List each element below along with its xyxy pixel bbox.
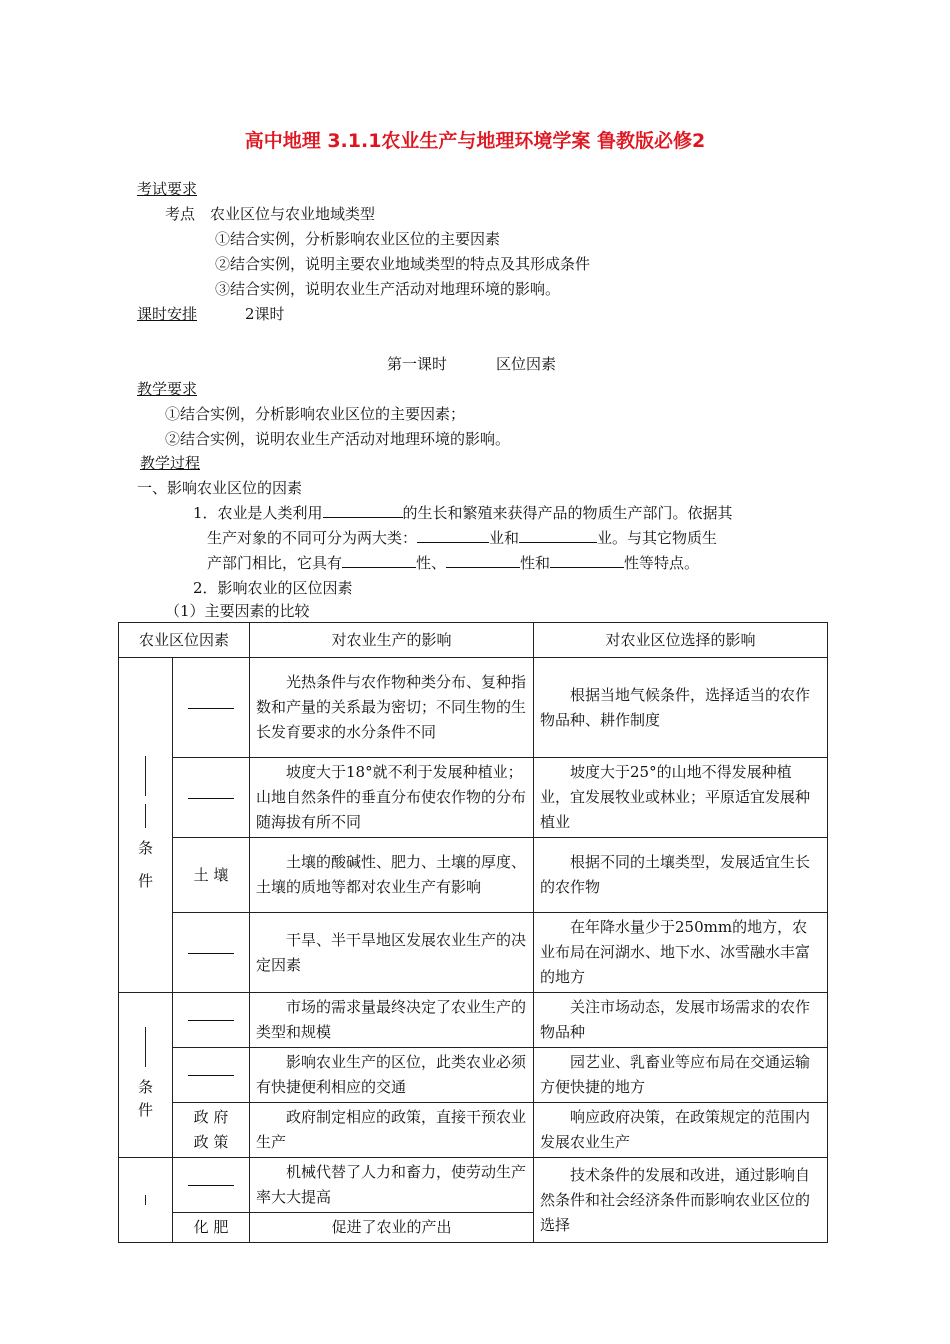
exam-point-label: 考点 bbox=[165, 205, 196, 223]
document-title: 高中地理 3.1.1农业生产与地理环境学案 鲁教版必修2 bbox=[244, 130, 706, 152]
factors-table bbox=[118, 622, 828, 1243]
choice-cell: 根据当地气候条件，选择适当的农作物品种、耕作制度 bbox=[534, 658, 828, 758]
choice-cell: 响应政府决策，在政策规定的范围内发展农业生产 bbox=[534, 1103, 828, 1158]
choice-cell: 园艺业、乳畜业等应布局在交通运输方便快捷的地方 bbox=[534, 1048, 828, 1103]
natural-conditions-group-cell bbox=[119, 658, 173, 993]
teaching-requirements-heading: 教学要求 bbox=[137, 380, 198, 398]
exam-item-2: ②结合实例，说明主要农业地域类型的特点及其形成条件 bbox=[215, 255, 591, 273]
impact-cell: 土壤的酸碱性、肥力、土壤的厚度、土壤的质地等都对农业生产有影响 bbox=[250, 838, 534, 913]
choice-cell: 坡度大于25°的山地不得发展种植业，宜发展牧业或林业；平原适宜发展种植业 bbox=[534, 758, 828, 838]
factor-cell bbox=[173, 758, 250, 838]
table-row bbox=[119, 658, 828, 758]
text-segment: 产部门相比，它具有 bbox=[207, 554, 343, 572]
fill-blank[interactable] bbox=[188, 1185, 234, 1186]
blank-line[interactable] bbox=[145, 804, 146, 828]
impact-cell: 坡度大于18°就不利于发展种植业；山地自然条件的垂直分布使农作物的分布随海拔有所不同 bbox=[250, 758, 534, 838]
impact-cell: 光热条件与农作物种类分布、复种指数和产量的关系最为密切；不同生物的生长发育要求的水分条件不同 bbox=[250, 658, 534, 758]
technology-group-cell bbox=[119, 1158, 173, 1243]
blank-line[interactable] bbox=[145, 1195, 146, 1205]
paragraph-line-1 bbox=[193, 502, 733, 523]
schedule bbox=[137, 303, 285, 324]
text-segment: 业和 bbox=[489, 529, 520, 547]
group-label-char: 件 bbox=[137, 1101, 153, 1119]
text-segment: 1．农业是人类利用 bbox=[193, 504, 323, 522]
table-row bbox=[119, 838, 828, 913]
table-row bbox=[119, 758, 828, 838]
choice-cell: 技术条件的发展和改进，通过影响自然条件和社会经济条件而影响农业区位的选择 bbox=[534, 1158, 828, 1243]
fill-blank[interactable] bbox=[188, 798, 234, 799]
teaching-item-2: ②结合实例，说明农业生产活动对地理环境的影响。 bbox=[165, 430, 511, 448]
group-label-char: 条 bbox=[137, 1078, 153, 1096]
factor-line: 政 府 bbox=[193, 1108, 229, 1126]
impact-cell: 机械代替了人力和畜力，使劳动生产率大大提高 bbox=[250, 1158, 534, 1213]
group-label-char: 件 bbox=[137, 872, 153, 890]
factor-cell bbox=[173, 1158, 250, 1213]
paragraph-line-2 bbox=[207, 527, 717, 548]
schedule-label: 课时安排 bbox=[137, 305, 198, 323]
blank-line[interactable] bbox=[145, 756, 146, 796]
impact-cell: 干旱、半干旱地区发展农业生产的决定因素 bbox=[250, 913, 534, 993]
factor-cell bbox=[173, 913, 250, 993]
factor-cell: 化 肥 bbox=[173, 1213, 250, 1243]
schedule-value: 2课时 bbox=[245, 305, 285, 323]
exam-requirements-heading: 考试要求 bbox=[137, 180, 198, 198]
factor-cell bbox=[173, 1103, 250, 1158]
impact-cell: 影响农业生产的区位，此类农业必须有快捷便利相应的交通 bbox=[250, 1048, 534, 1103]
impact-cell: 市场的需求量最终决定了农业生产的类型和规模 bbox=[250, 993, 534, 1048]
text-segment: 性等特点。 bbox=[624, 554, 700, 572]
fill-blank[interactable] bbox=[188, 953, 234, 954]
teaching-process-heading: 教学过程 bbox=[140, 454, 201, 472]
teaching-item-1: ①结合实例，分析影响农业区位的主要因素； bbox=[165, 405, 466, 423]
socioeconomic-conditions-group-cell bbox=[119, 993, 173, 1158]
table-header-cell: 农业区位因素 bbox=[119, 623, 250, 658]
fill-blank[interactable] bbox=[323, 503, 403, 518]
text-segment: 的生长和繁殖来获得产品的物质生产部门。依据其 bbox=[402, 504, 733, 522]
table-header-row bbox=[119, 623, 828, 658]
factor-line: 政 策 bbox=[193, 1133, 229, 1151]
fill-blank[interactable] bbox=[188, 1075, 234, 1076]
lesson-subtitle: 区位因素 bbox=[496, 355, 557, 373]
paragraph-line-5: （1）主要因素的比较 bbox=[165, 602, 310, 620]
group-label-char: 条 bbox=[137, 839, 153, 857]
factor-cell bbox=[173, 658, 250, 758]
choice-cell: 在年降水量少于250mm的地方，农业布局在河湖水、地下水、冰雪融水丰富的地方 bbox=[534, 913, 828, 993]
table-row bbox=[119, 1103, 828, 1158]
factor-cell bbox=[173, 1048, 250, 1103]
table-header-cell: 对农业生产的影响 bbox=[250, 623, 534, 658]
fill-blank[interactable] bbox=[188, 708, 234, 709]
table-row bbox=[119, 1158, 828, 1213]
exam-item-1: ①结合实例，分析影响农业区位的主要因素 bbox=[215, 230, 501, 248]
choice-cell: 关注市场动态，发展市场需求的农作物品种 bbox=[534, 993, 828, 1048]
factor-cell bbox=[173, 993, 250, 1048]
paragraph-line-4: 2．影响农业的区位因素 bbox=[193, 579, 353, 597]
fill-blank[interactable] bbox=[550, 553, 624, 568]
fill-blank[interactable] bbox=[519, 528, 597, 543]
text-segment: 性、 bbox=[416, 554, 447, 572]
fill-blank[interactable] bbox=[188, 1020, 234, 1021]
table-row bbox=[119, 1048, 828, 1103]
impact-cell: 政府制定相应的政策，直接干预农业生产 bbox=[250, 1103, 534, 1158]
table-header-cell: 对农业区位选择的影响 bbox=[534, 623, 828, 658]
text-segment: 业。与其它物质生 bbox=[597, 529, 718, 547]
fill-blank[interactable] bbox=[446, 553, 520, 568]
text-segment: 生产对象的不同可分为两大类： bbox=[207, 529, 418, 547]
exam-point bbox=[165, 203, 375, 224]
paragraph-line-3 bbox=[207, 552, 699, 573]
factor-cell: 土 壤 bbox=[173, 838, 250, 913]
section-heading: 一、影响农业区位的因素 bbox=[137, 479, 303, 497]
impact-cell: 促进了农业的产出 bbox=[250, 1213, 534, 1243]
table-row bbox=[119, 913, 828, 993]
fill-blank[interactable] bbox=[417, 528, 489, 543]
exam-item-3: ③结合实例，说明农业生产活动对地理环境的影响。 bbox=[215, 280, 561, 298]
lesson-title: 第一课时 bbox=[387, 355, 448, 373]
blank-line[interactable] bbox=[145, 1027, 146, 1067]
text-segment: 性和 bbox=[520, 554, 551, 572]
table-row bbox=[119, 993, 828, 1048]
choice-cell: 根据不同的土壤类型，发展适宜生长的农作物 bbox=[534, 838, 828, 913]
fill-blank[interactable] bbox=[342, 553, 416, 568]
exam-point-text: 农业区位与农业地域类型 bbox=[210, 205, 376, 223]
